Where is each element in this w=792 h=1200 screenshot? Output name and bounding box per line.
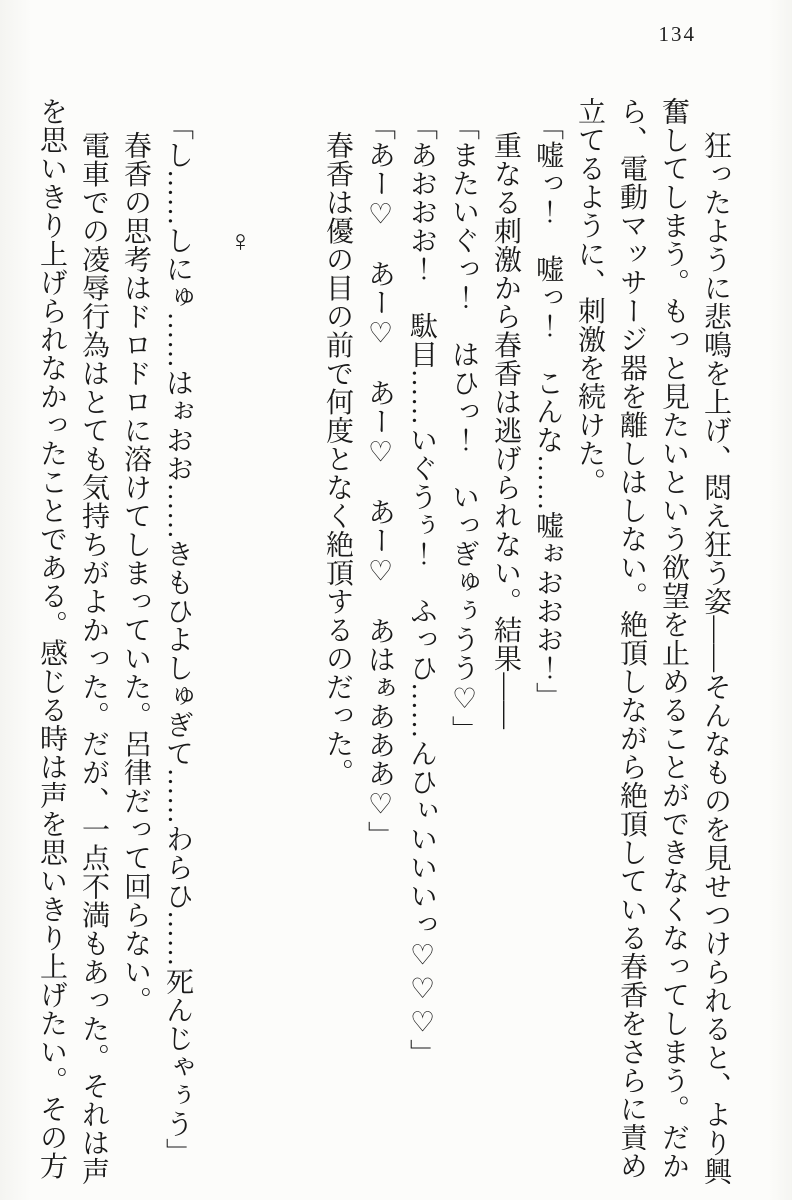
vertical-text-block [30,97,736,1186]
text-column: 「し……しにゅ……はぉおお……きもひよしゅぎて……わらひ……死んじゃぅう」 [162,112,193,1167]
text-column: 春香は優の目の前で何度となく絶頂するのだった。 [322,130,353,787]
text-column: を思いきり上げられなかったことである。感じる時は声を思いきり上げたい。その方 [36,97,67,1180]
text-column: 「またいぐっ！ はひっ！ いっぎゅぅうう♡」 [448,112,479,745]
text-column: 奮してしまう。もっと見たいという欲望を止めることができなくなってしまう。だか [658,97,689,1180]
text-column: 狂ったように悲鳴を上げ、悶え狂う姿――そんなものを見せつけられると、より興 [700,130,731,1186]
venus-symbol-icon: ♀ [224,225,257,259]
text-column: 「嘘っ！ 嘘っ！ こんな……嘘ぉおおお！」 [532,112,563,711]
text-column: 立てるように、刺激を続けた。 [574,97,605,496]
text-column: ら、電動マッサージ器を離しはしない。絶頂しながら絶頂している春香をさらに責め [616,97,647,1180]
text-column: 重なる刺激から春香は逃げられない。結果―― [490,130,521,730]
scene-break-divider [219,97,261,1169]
text-column: 電車での凌辱行為はとても気持ちがよかった。だが、一点不満もあった。それは声 [78,130,109,1186]
text-column: 「あおおお！ 駄目……いぐうぅ！ ふっひ……んひぃいいいっ♡♡♡」 [406,112,437,1068]
text-column: 「あー♡ あー♡ あー♡ あー♡ あはぁあああ♡」 [364,112,395,850]
text-column: 春香の思考はドロドロに溶けてしまっていた。呂律だって回らない。 [120,130,151,1015]
page-number: 134 [658,22,696,46]
